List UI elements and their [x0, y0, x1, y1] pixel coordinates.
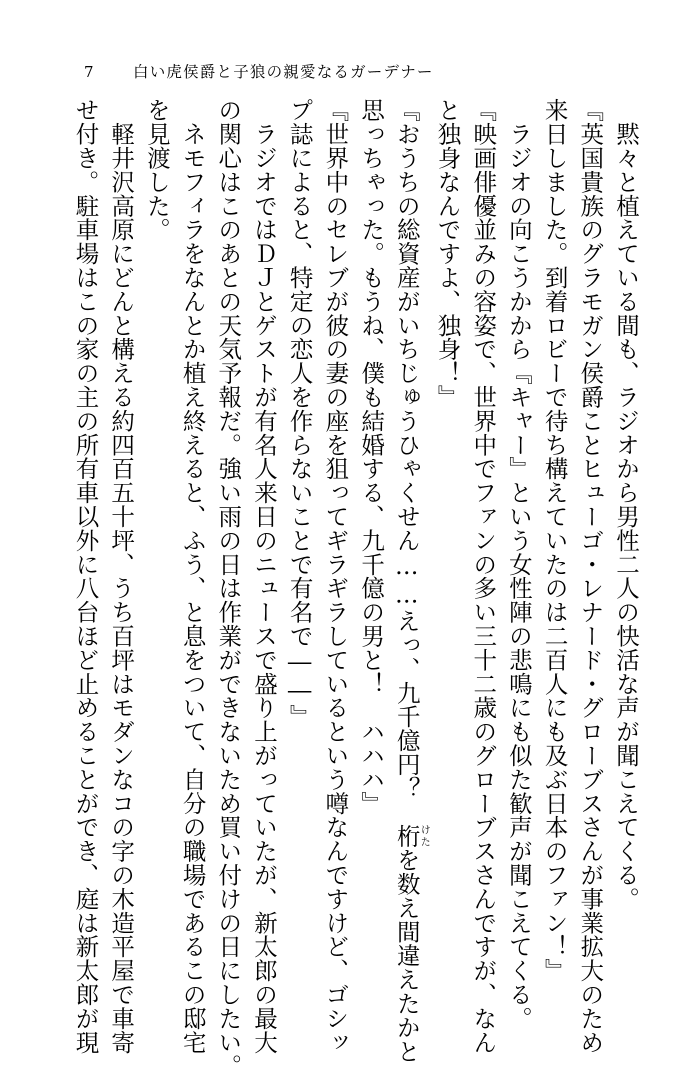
text-column: の関心はこのあとの天気予報だ。強い雨の日は作業ができないため買い付けの日にしたい。	[214, 98, 243, 1078]
text-column: 来日しました。到着ロビーで待ち構えていたのは二百人にも及ぶ日本のファン！』	[540, 98, 569, 983]
text-column: ラジオの向こうかから『キャー』という女性陣の悲鳴にも似た歓声が聞こえてくる。	[504, 98, 533, 1031]
ruby-annotation	[392, 824, 430, 848]
text-column-head: 『おうちの総資産がいちじゅうひゃくせん……えっ、九千億円？	[392, 98, 421, 824]
text-column: ラジオではＤＪとゲストが有名人来日のニュースで盛り上がっていたが、新太郎の最大	[249, 98, 278, 1054]
text-column: ネモフィラをなんとか植え終えると、ふう、と息をついて、自分の職場であるこの邸宅	[178, 98, 207, 1054]
text-column-tail: を数え間違えたかと	[392, 847, 421, 1064]
vertical-body-text	[67, 98, 643, 1078]
text-column: 『英国貴族のグラモガン侯爵ことヒューゴ・レナード・グローブスさんが事業拡大のため	[576, 98, 605, 1054]
text-column: 『映画俳優並みの容姿で、世界中でファンの多い三十二歳のグローブスさんですが、なん	[469, 98, 498, 1054]
ruby-base: 桁	[392, 824, 421, 848]
text-column: を見渡した。	[142, 98, 171, 242]
text-column: プ誌によると、特定の恋人を作らないことで有名で――』	[285, 98, 314, 729]
text-column: 思っちゃった。もうね、僕も結婚する、九千億の男と！ ハハハ』	[357, 98, 386, 815]
text-column: せ付き。駐車場はこの家の主の所有車以外に八台ほど止めることができ、庭は新太郎が現	[71, 98, 100, 1054]
text-column: 黙々と植えている間も、ラジオから男性二人の快活な声が聞こえてくる。	[612, 98, 640, 911]
text-column: 軽井沢高原にどんと構える約四百五十坪、うち百坪はモダンなコの字の木造平屋で車寄	[107, 98, 136, 1054]
ruby-reading: けた	[418, 824, 430, 848]
text-column: 『世界中のセレブが彼の妻の座を狙ってギラギラしているという噂なんですけど、ゴシッ	[321, 98, 350, 1054]
text-column-with-ruby	[388, 98, 430, 1064]
page-number: 7	[84, 63, 94, 81]
running-title: 白い虎侯爵と子狼の親愛なるガーデナー	[133, 63, 434, 81]
text-column: と独身なんですよ、独身！』	[433, 98, 462, 409]
running-header	[0, 62, 697, 86]
